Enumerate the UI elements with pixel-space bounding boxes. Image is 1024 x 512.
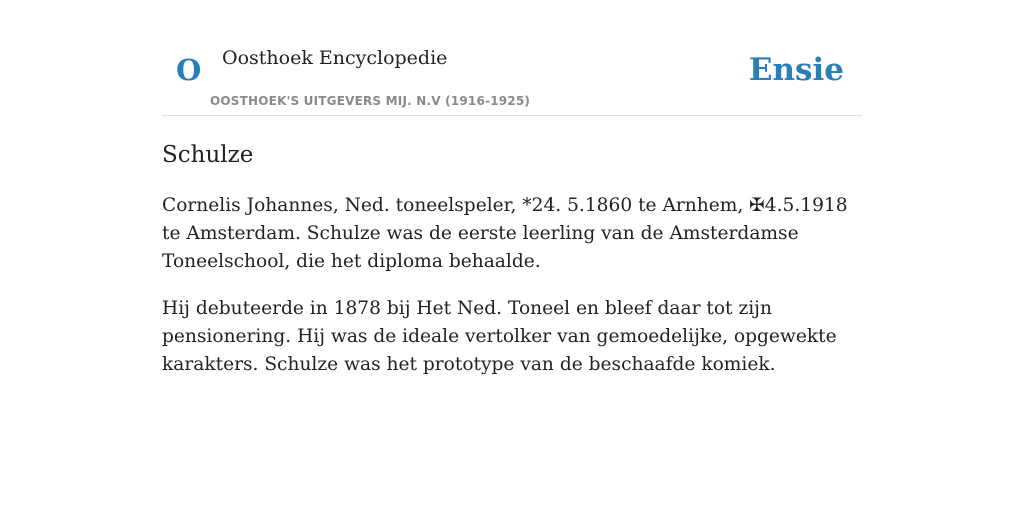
publisher-label: OOSTHOEK'S UITGEVERS MIJ. N.V (1916-1925) bbox=[210, 94, 531, 108]
article-headword: Schulze bbox=[162, 142, 254, 168]
page-container bbox=[162, 0, 862, 512]
ensie-brand-link[interactable]: Ensie bbox=[748, 52, 844, 88]
source-title[interactable]: Oosthoek Encyclopedie bbox=[222, 47, 448, 69]
article-paragraph: Hij debuteerde in 1878 bij Het Ned. Toneel en bleef daar tot zijn pensionering. Hij was de ideale vertolker van gemoedelijke, opgewekte karakters. Schulze was het prototype van de beschaafde komiek. bbox=[162, 298, 837, 375]
article-paragraph: Cornelis Johannes, Ned. toneelspeler, *24. 5.1860 te Arnhem, ✠4.5.1918 te Amsterdam. Schulze was de eerste leerling van de Amsterdamse Toneelschool, die het diploma behaalde. bbox=[162, 195, 848, 272]
header-divider bbox=[162, 115, 862, 116]
oosthoek-logo[interactable]: O bbox=[176, 53, 202, 87]
article-body bbox=[162, 192, 862, 398]
